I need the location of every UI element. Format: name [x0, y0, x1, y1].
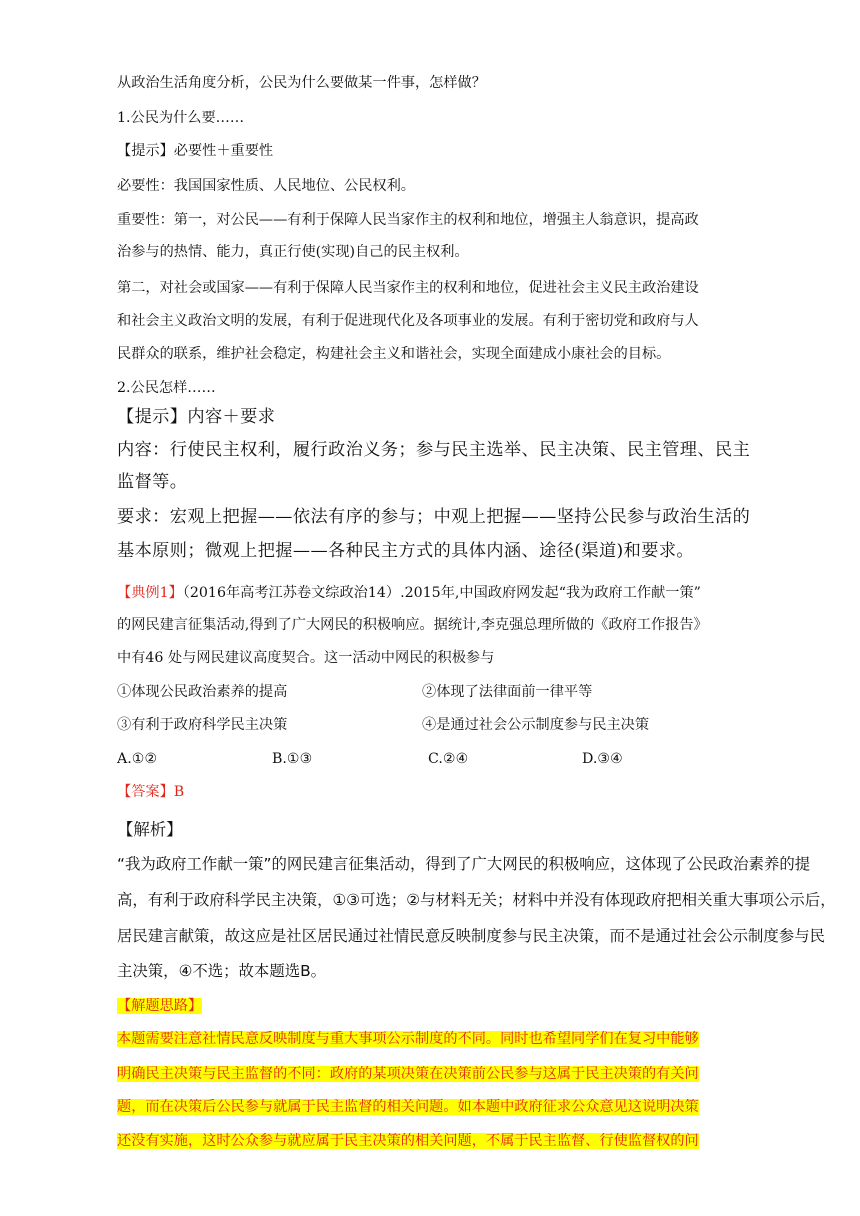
- requirement-line: 基本原则；微观上把握——各种民主方式的具体内涵、途径(渠道)和要求。: [117, 541, 695, 561]
- thinking-line: 题，而在决策后公民参与就属于民主监督的相关问题。如本题中政府征求公众意见这说明决策: [117, 1099, 699, 1115]
- importance-line: 和社会主义政治文明的发展，有利于促进现代化及各项事业的发展。有利于密切党和政府与人: [117, 313, 699, 329]
- statement-3: ③有利于政府科学民主决策: [117, 717, 288, 733]
- example-line: 中有46 处与网民建议高度契合。这一活动中网民的积极参与: [117, 650, 495, 666]
- necessity-text: 必要性：我国国家性质、人民地位、公民权利。: [117, 178, 415, 194]
- thinking-title-row: [117, 996, 202, 1016]
- section1-title: 1.公民为什么要……: [117, 110, 245, 126]
- choice-b: B.①③: [272, 751, 313, 767]
- choice-d: D.③④: [582, 751, 623, 767]
- example-line: 的网民建言征集活动,得到了广大网民的积极响应。据统计,李克强总理所做的《政府工作报告》: [117, 617, 708, 633]
- thinking-title: 【解题思路】: [117, 998, 203, 1014]
- intro-question: 从政治生活角度分析，公民为什么要做某一件事，怎样做？: [117, 75, 486, 91]
- example-label: 【典例1】: [117, 585, 183, 601]
- thinking-line: 明确民主决策与民主监督的不同：政府的某项决策在决策前公民参与这属于民主决策的有关问: [117, 1066, 699, 1082]
- analysis-line: 高，有利于政府科学民主决策，①③可选；②与材料无关；材料中并没有体现政府把相关重大事项公示后，: [117, 891, 836, 909]
- statement-1: ①体现公民政治素养的提高: [117, 684, 288, 700]
- importance-line: 重要性：第一，对公民——有利于保障人民当家作主的权利和地位，增强主人翁意识，提高政: [117, 212, 699, 228]
- importance-line: 治参与的热情、能力，真正行使(实现)自己的民主权利。: [117, 244, 469, 260]
- importance-line: 第二，对社会或国家——有利于保障人民当家作主的权利和地位，促进社会主义民主政治建设: [117, 280, 699, 296]
- tip2: 【提示】内容＋要求: [117, 407, 276, 427]
- section2-title: 2.公民怎样……: [117, 380, 216, 396]
- statement-4: ④是通过社会公示制度参与民主决策: [422, 717, 650, 733]
- thinking-row: [117, 1131, 699, 1151]
- thinking-row: [117, 1097, 699, 1117]
- choice-c: C.②④: [428, 751, 469, 767]
- analysis-line: 居民建言献策，故这应是社区居民通过社情民意反映制度参与民主决策，而不是通过社会公示制度参与民: [117, 927, 825, 945]
- thinking-line: 还没有实施，这时公众参与就应属于民主决策的相关问题，不属于民主监督、行使监督权的问: [117, 1133, 699, 1149]
- example-intro: [117, 583, 701, 603]
- statement-2: ②体现了法律面前一律平等: [422, 684, 593, 700]
- choice-a: A.①②: [117, 751, 158, 767]
- analysis-line: 主决策，④不选；故本题选B。: [117, 962, 327, 980]
- analysis-title: 【解析】: [117, 820, 183, 839]
- tip1: 【提示】必要性＋重要性: [117, 143, 274, 159]
- thinking-row: [117, 1064, 699, 1084]
- example-line: （2016年高考江苏卷文综政治14）.2015年,中国政府网发起“我为政府工作献一策”: [182, 585, 701, 601]
- thinking-row: [117, 1029, 699, 1049]
- answer: 【答案】B: [117, 784, 185, 800]
- thinking-line: 本题需要注意社情民意反映制度与重大事项公示制度的不同。同时也希望同学们在复习中能够: [117, 1031, 699, 1047]
- content-line: 内容：行使民主权利，履行政治义务；参与民主选举、民主决策、民主管理、民主: [117, 440, 751, 460]
- content-line: 监督等。: [117, 472, 188, 492]
- analysis-line: “我为政府工作献一策”的网民建言征集活动，得到了广大网民的积极响应，这体现了公民政治素养的提: [117, 855, 811, 873]
- requirement-line: 要求：宏观上把握——依法有序的参与；中观上把握——坚持公民参与政治生活的: [117, 507, 751, 527]
- importance-line: 民群众的联系，维护社会稳定，构建社会主义和谐社会，实现全面建成小康社会的目标。: [117, 346, 671, 362]
